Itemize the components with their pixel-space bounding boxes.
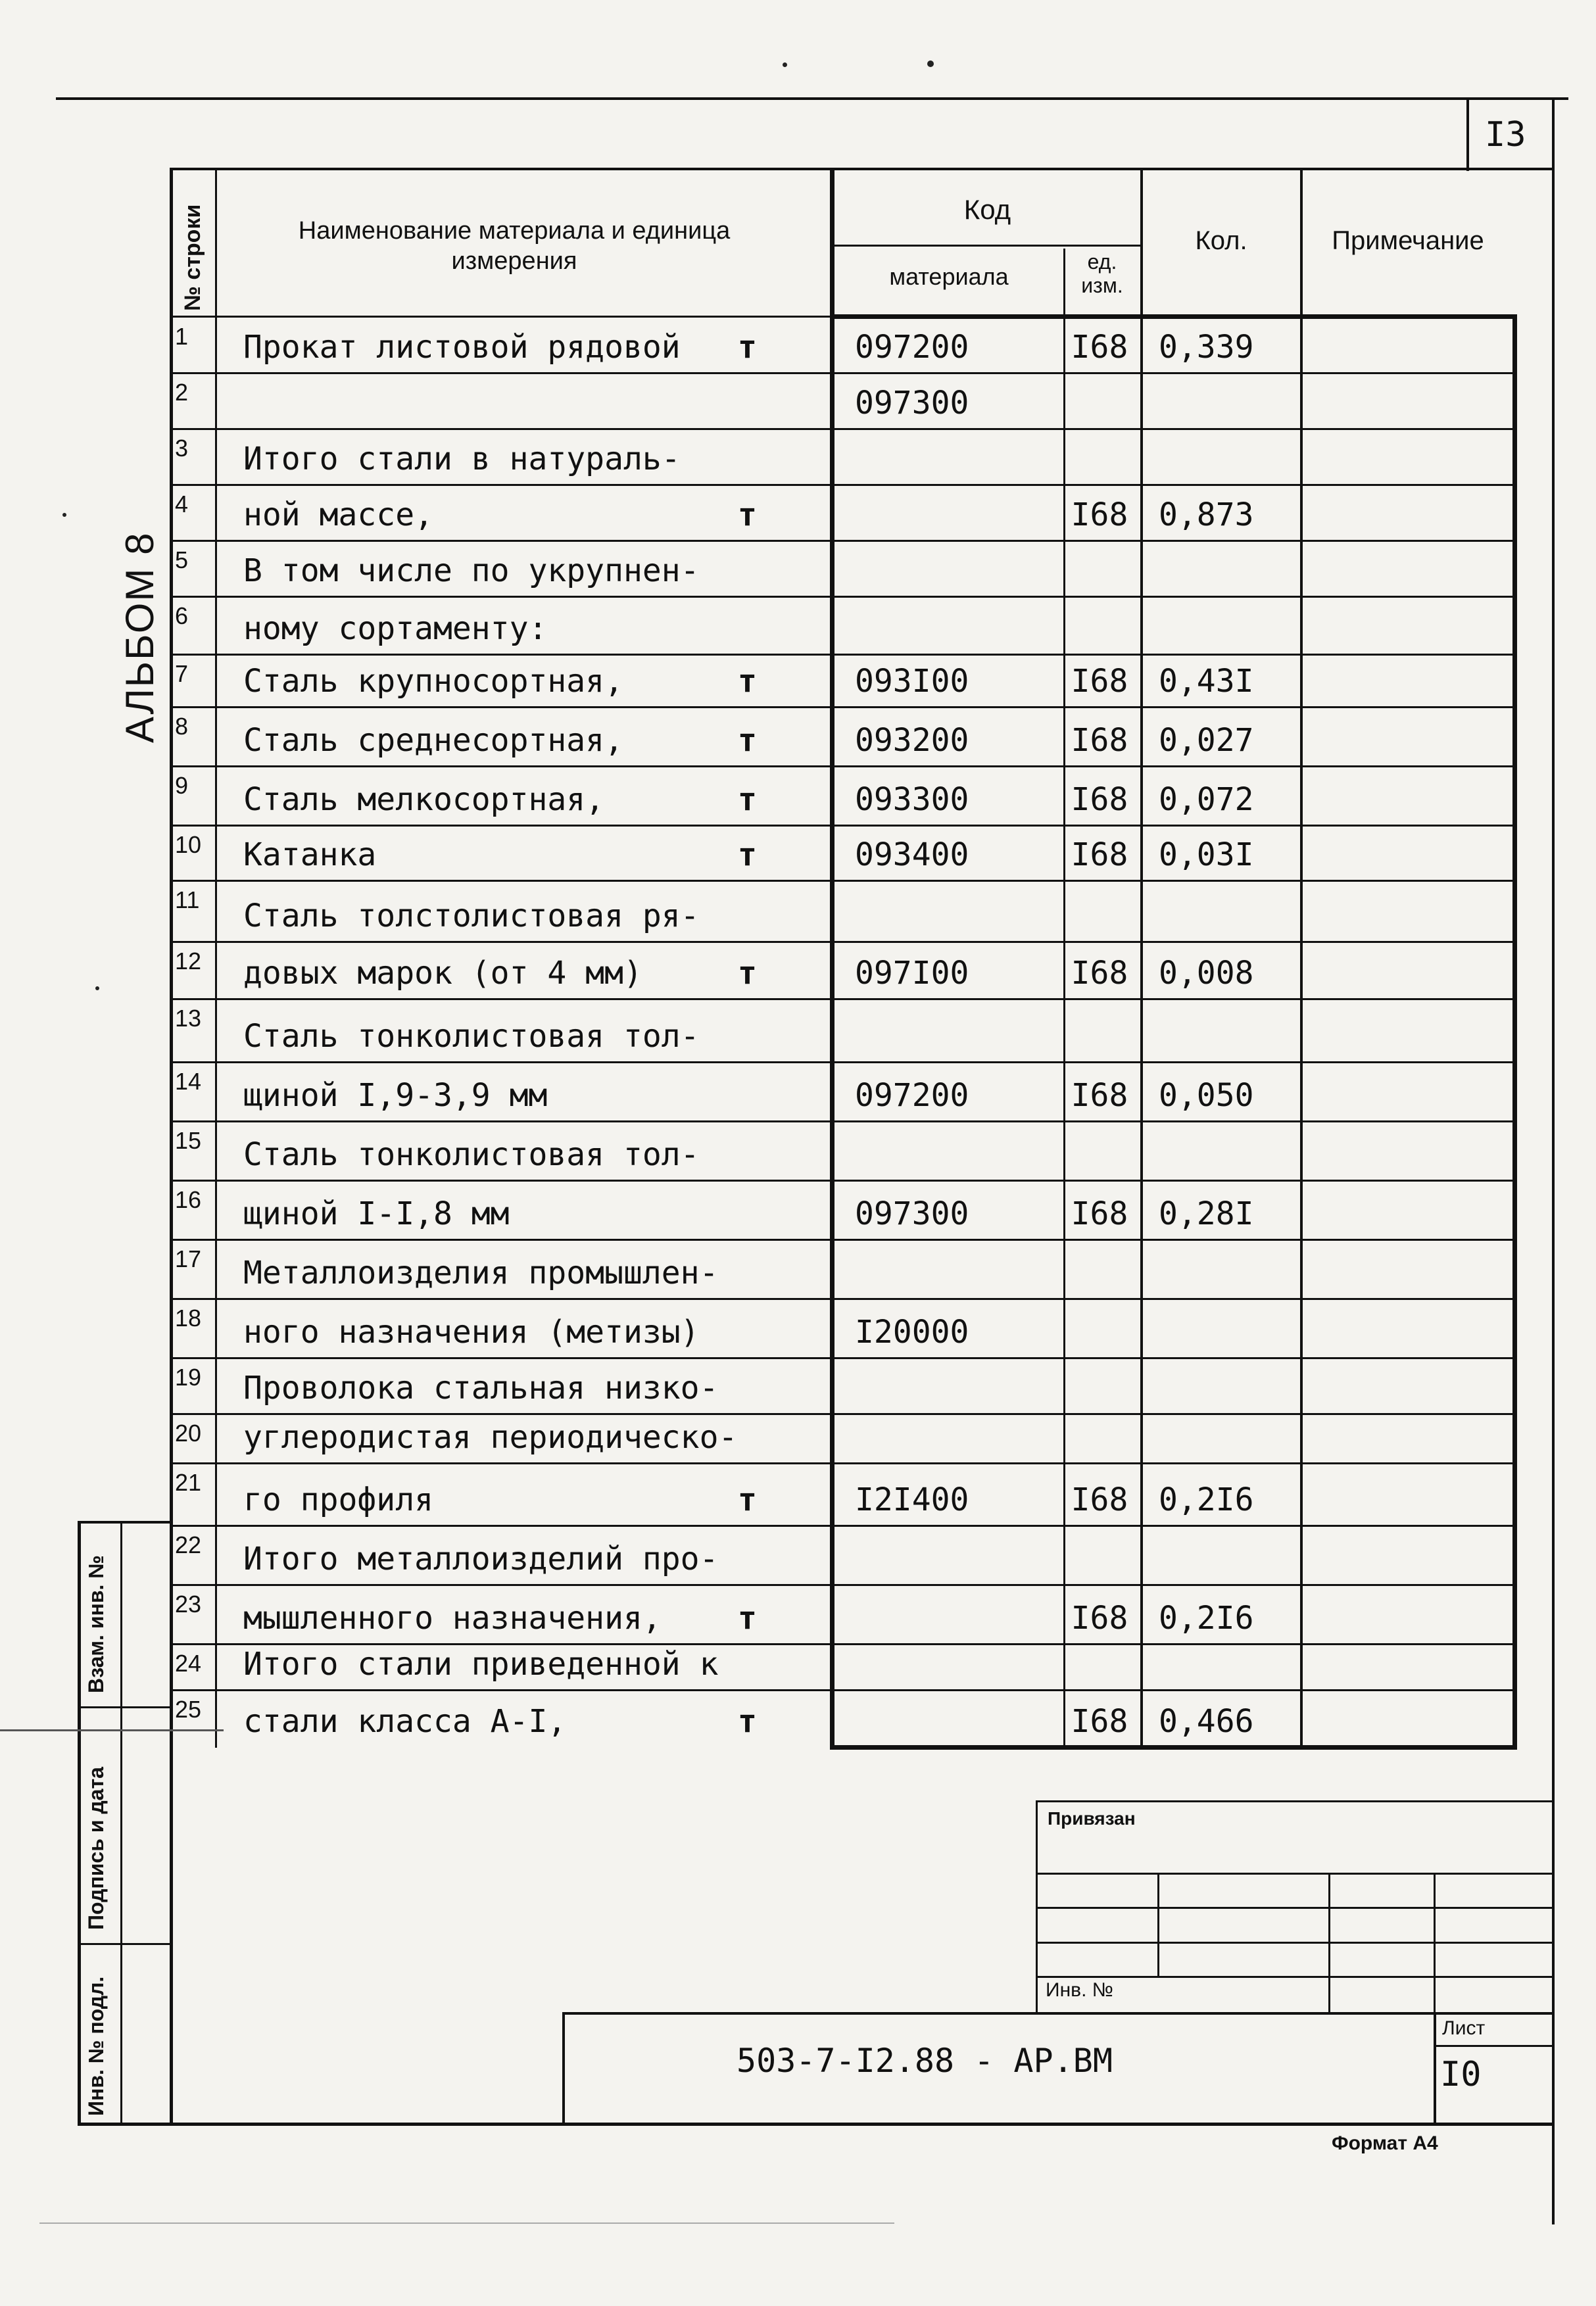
row-divider bbox=[172, 1298, 1515, 1300]
quantity: 0,466 bbox=[1159, 1703, 1254, 1740]
row-number: 6 bbox=[175, 602, 189, 629]
row-number: 15 bbox=[175, 1127, 202, 1154]
row-number: 4 bbox=[175, 491, 189, 517]
material-name: Сталь тонколистовая тол- bbox=[243, 1018, 700, 1055]
material-code: 097I00 bbox=[855, 955, 969, 992]
row-divider bbox=[172, 1239, 1515, 1241]
scan-speck bbox=[783, 62, 787, 67]
quantity: 0,072 bbox=[1159, 781, 1254, 818]
header-code-material: материала bbox=[889, 263, 1009, 290]
tb-sheet-label: Лист bbox=[1442, 2017, 1486, 2039]
unit-code: I68 bbox=[1071, 955, 1128, 992]
stamp-inv-podl: Инв. № подл. bbox=[84, 1976, 108, 2116]
quantity: 0,027 bbox=[1159, 722, 1254, 759]
row-divider bbox=[172, 1061, 1515, 1063]
quantity: 0,2I6 bbox=[1159, 1481, 1254, 1518]
unit-mark: т bbox=[738, 1703, 757, 1740]
tb-doc-code: 503-7-I2.88 - АР.ВМ bbox=[737, 2042, 1113, 2080]
unit-code: I68 bbox=[1071, 1195, 1128, 1232]
row-number: 7 bbox=[175, 660, 189, 687]
row-divider bbox=[172, 998, 1515, 1000]
tb-grid-v2 bbox=[1328, 1873, 1330, 2014]
row-divider bbox=[172, 880, 1515, 882]
row-divider bbox=[172, 1689, 1515, 1691]
tb-grid-h1 bbox=[1036, 1873, 1554, 1875]
header-note: Примечание bbox=[1332, 226, 1484, 255]
row-number: 11 bbox=[175, 886, 200, 913]
material-code: 093200 bbox=[855, 722, 969, 759]
material-name: Итого металлоизделий про- bbox=[243, 1541, 719, 1577]
material-name: щиной I,9-3,9 мм bbox=[243, 1077, 548, 1114]
tb-privyazan-top bbox=[1036, 1800, 1554, 1802]
row-number: 3 bbox=[175, 435, 189, 462]
material-code: 093I00 bbox=[855, 663, 969, 700]
material-name: Сталь среднесортная, bbox=[243, 722, 623, 759]
material-name: Сталь тонколистовая тол- bbox=[243, 1136, 700, 1173]
unit-mark: т bbox=[738, 329, 757, 366]
stamp-vzam: Взам. инв. № bbox=[84, 1555, 108, 1693]
tb-inv-no: Инв. № bbox=[1046, 1979, 1113, 2001]
page-number: I3 bbox=[1485, 115, 1526, 155]
unit-mark: т bbox=[738, 663, 757, 700]
row-divider bbox=[172, 941, 1515, 943]
scan-speck bbox=[95, 986, 99, 990]
scan-speck bbox=[927, 60, 934, 67]
material-code: 093300 bbox=[855, 781, 969, 818]
material-name: ному сортаменту: bbox=[243, 610, 548, 647]
row-number: 8 bbox=[175, 713, 189, 740]
row-divider bbox=[172, 1357, 1515, 1359]
unit-code: I68 bbox=[1071, 722, 1128, 759]
row-number: 19 bbox=[175, 1364, 202, 1391]
unit-code: I68 bbox=[1071, 781, 1128, 818]
header-code: Код bbox=[963, 194, 1011, 225]
page-number-box-left bbox=[1466, 97, 1469, 171]
material-name: Металлоизделия промышлен- bbox=[243, 1255, 719, 1291]
material-name: Прокат листовой рядовой bbox=[243, 329, 681, 366]
quantity: 0,43I bbox=[1159, 663, 1254, 700]
row-number: 18 bbox=[175, 1305, 202, 1332]
table-bottom-line bbox=[830, 1745, 1517, 1750]
quantity: 0,008 bbox=[1159, 955, 1254, 992]
stamp-frame-mid bbox=[120, 1521, 122, 2126]
row-number: 13 bbox=[175, 1005, 202, 1032]
tb-main-top bbox=[562, 2012, 1554, 2015]
unit-mark: т bbox=[738, 1600, 757, 1637]
tb-sheet-no: I0 bbox=[1440, 2055, 1482, 2094]
row-number: 22 bbox=[175, 1531, 202, 1558]
quantity: 0,2I6 bbox=[1159, 1600, 1254, 1637]
col-sep-num bbox=[215, 170, 217, 1748]
scan-streak bbox=[0, 1729, 224, 1731]
row-number: 20 bbox=[175, 1420, 202, 1447]
row-divider bbox=[172, 596, 1515, 598]
row-number: 10 bbox=[175, 831, 202, 858]
stamp-frame-left bbox=[78, 1521, 81, 2126]
unit-code: I68 bbox=[1071, 663, 1128, 700]
row-number: 24 bbox=[175, 1650, 202, 1677]
stamp-podpis: Подпись и дата bbox=[84, 1767, 108, 1930]
tb-grid-h4 bbox=[1036, 1976, 1554, 1978]
row-number: 21 bbox=[175, 1469, 202, 1496]
row-number: 12 bbox=[175, 948, 202, 974]
material-name: Проволока стальная низко- bbox=[243, 1370, 719, 1406]
unit-mark: т bbox=[738, 496, 757, 533]
tb-grid-h3 bbox=[1036, 1942, 1554, 1944]
scan-streak bbox=[39, 2222, 894, 2224]
material-name: Итого стали приведенной к bbox=[243, 1646, 719, 1683]
tb-grid-h2 bbox=[1036, 1907, 1554, 1909]
material-code: I2I400 bbox=[855, 1481, 969, 1518]
row-divider bbox=[172, 1120, 1515, 1122]
stamp-bottom bbox=[78, 2123, 1554, 2126]
stamp-sep-2 bbox=[78, 1943, 171, 1945]
row-divider bbox=[172, 825, 1515, 827]
material-name: Сталь крупносортная, bbox=[243, 663, 623, 700]
material-code: 097200 bbox=[855, 329, 969, 366]
row-number: 23 bbox=[175, 1591, 202, 1618]
row-number: 17 bbox=[175, 1245, 202, 1272]
quantity: 0,339 bbox=[1159, 329, 1254, 366]
stamp-top bbox=[78, 1521, 171, 1524]
material-name: ной массе, bbox=[243, 496, 433, 533]
header-qty: Кол. bbox=[1195, 226, 1247, 255]
right-frame-line bbox=[1552, 97, 1555, 2224]
header-name: Наименование материала и единица измерения bbox=[298, 217, 731, 275]
header-bottom-line-left bbox=[172, 316, 830, 318]
unit-mark: т bbox=[738, 722, 757, 759]
header-code-unit: ед. изм. bbox=[1081, 250, 1123, 297]
top-border-line bbox=[56, 97, 1568, 100]
tb-grid-v3 bbox=[1434, 1873, 1436, 2014]
row-divider bbox=[172, 428, 1515, 430]
row-number: 25 bbox=[175, 1696, 202, 1723]
unit-code: I68 bbox=[1071, 1600, 1128, 1637]
row-divider bbox=[172, 706, 1515, 708]
row-number: 2 bbox=[175, 379, 189, 406]
material-name: Итого стали в натураль- bbox=[243, 441, 681, 477]
materials-table bbox=[172, 170, 1519, 1748]
row-divider bbox=[172, 1462, 1515, 1464]
material-name: Сталь мелкосортная, bbox=[243, 781, 605, 818]
material-name: углеродистая периодическо- bbox=[243, 1419, 738, 1456]
row-number: 16 bbox=[175, 1186, 202, 1213]
unit-code: I68 bbox=[1071, 1077, 1128, 1114]
material-name: мышленного назначения, bbox=[243, 1600, 662, 1637]
material-name: Катанка bbox=[243, 836, 377, 873]
material-name: щиной I-I,8 мм bbox=[243, 1195, 510, 1232]
col-sep-name bbox=[830, 170, 834, 1750]
row-divider bbox=[172, 540, 1515, 542]
unit-mark: т bbox=[738, 781, 757, 818]
row-divider bbox=[172, 654, 1515, 656]
unit-code: I68 bbox=[1071, 836, 1128, 873]
row-divider bbox=[172, 1643, 1515, 1645]
unit-mark: т bbox=[738, 1481, 757, 1518]
quantity: 0,28I bbox=[1159, 1195, 1254, 1232]
unit-code: I68 bbox=[1071, 1703, 1128, 1740]
row-divider bbox=[172, 1525, 1515, 1527]
format-label: Формат А4 bbox=[1332, 2132, 1438, 2154]
row-divider bbox=[172, 484, 1515, 486]
tb-sheet-left bbox=[1434, 2012, 1436, 2124]
col-sep-qty bbox=[1300, 170, 1303, 1748]
unit-mark: т bbox=[738, 836, 757, 873]
row-divider bbox=[172, 1413, 1515, 1415]
material-code: 097300 bbox=[855, 1195, 969, 1232]
tb-privyazan: Привязан bbox=[1048, 1808, 1136, 1829]
row-divider bbox=[172, 765, 1515, 767]
row-number: 9 bbox=[175, 772, 189, 799]
row-number: 14 bbox=[175, 1068, 202, 1095]
material-name: довых марок (от 4 мм) bbox=[243, 955, 642, 992]
col-sep-right bbox=[1512, 316, 1517, 1750]
material-name: В том числе по укрупнен- bbox=[243, 552, 700, 589]
unit-code: I68 bbox=[1071, 1481, 1128, 1518]
scan-speck bbox=[62, 513, 66, 517]
quantity: 0,050 bbox=[1159, 1077, 1254, 1114]
quantity: 0,873 bbox=[1159, 496, 1254, 533]
material-name: стали класса А-I, bbox=[243, 1703, 567, 1740]
quantity: 0,03I bbox=[1159, 836, 1254, 873]
material-name: го профиля bbox=[243, 1481, 433, 1518]
header-row-no: № строки bbox=[180, 204, 205, 311]
row-divider bbox=[172, 1180, 1515, 1182]
header-bottom-line bbox=[830, 314, 1517, 319]
unit-code: I68 bbox=[1071, 329, 1128, 366]
unit-mark: т bbox=[738, 955, 757, 992]
material-name: ного назначения (метизы) bbox=[243, 1314, 700, 1351]
tb-grid-v1 bbox=[1157, 1873, 1159, 1976]
tb-sheet-sep bbox=[1434, 2045, 1554, 2047]
material-code: 093400 bbox=[855, 836, 969, 873]
material-code: 097200 bbox=[855, 1077, 969, 1114]
unit-code: I68 bbox=[1071, 496, 1128, 533]
stamp-sep-1 bbox=[78, 1706, 171, 1708]
album-label: АЛЬБОМ 8 bbox=[118, 531, 162, 743]
material-name: Сталь толстолистовая ря- bbox=[243, 898, 700, 934]
code-group-line bbox=[830, 245, 1142, 247]
row-number: 1 bbox=[175, 323, 189, 350]
material-code: I20000 bbox=[855, 1314, 969, 1351]
row-number: 5 bbox=[175, 546, 189, 573]
material-code: 097300 bbox=[855, 385, 969, 421]
row-divider bbox=[172, 372, 1515, 374]
tb-main-left bbox=[562, 2012, 565, 2124]
row-divider bbox=[172, 1584, 1515, 1586]
